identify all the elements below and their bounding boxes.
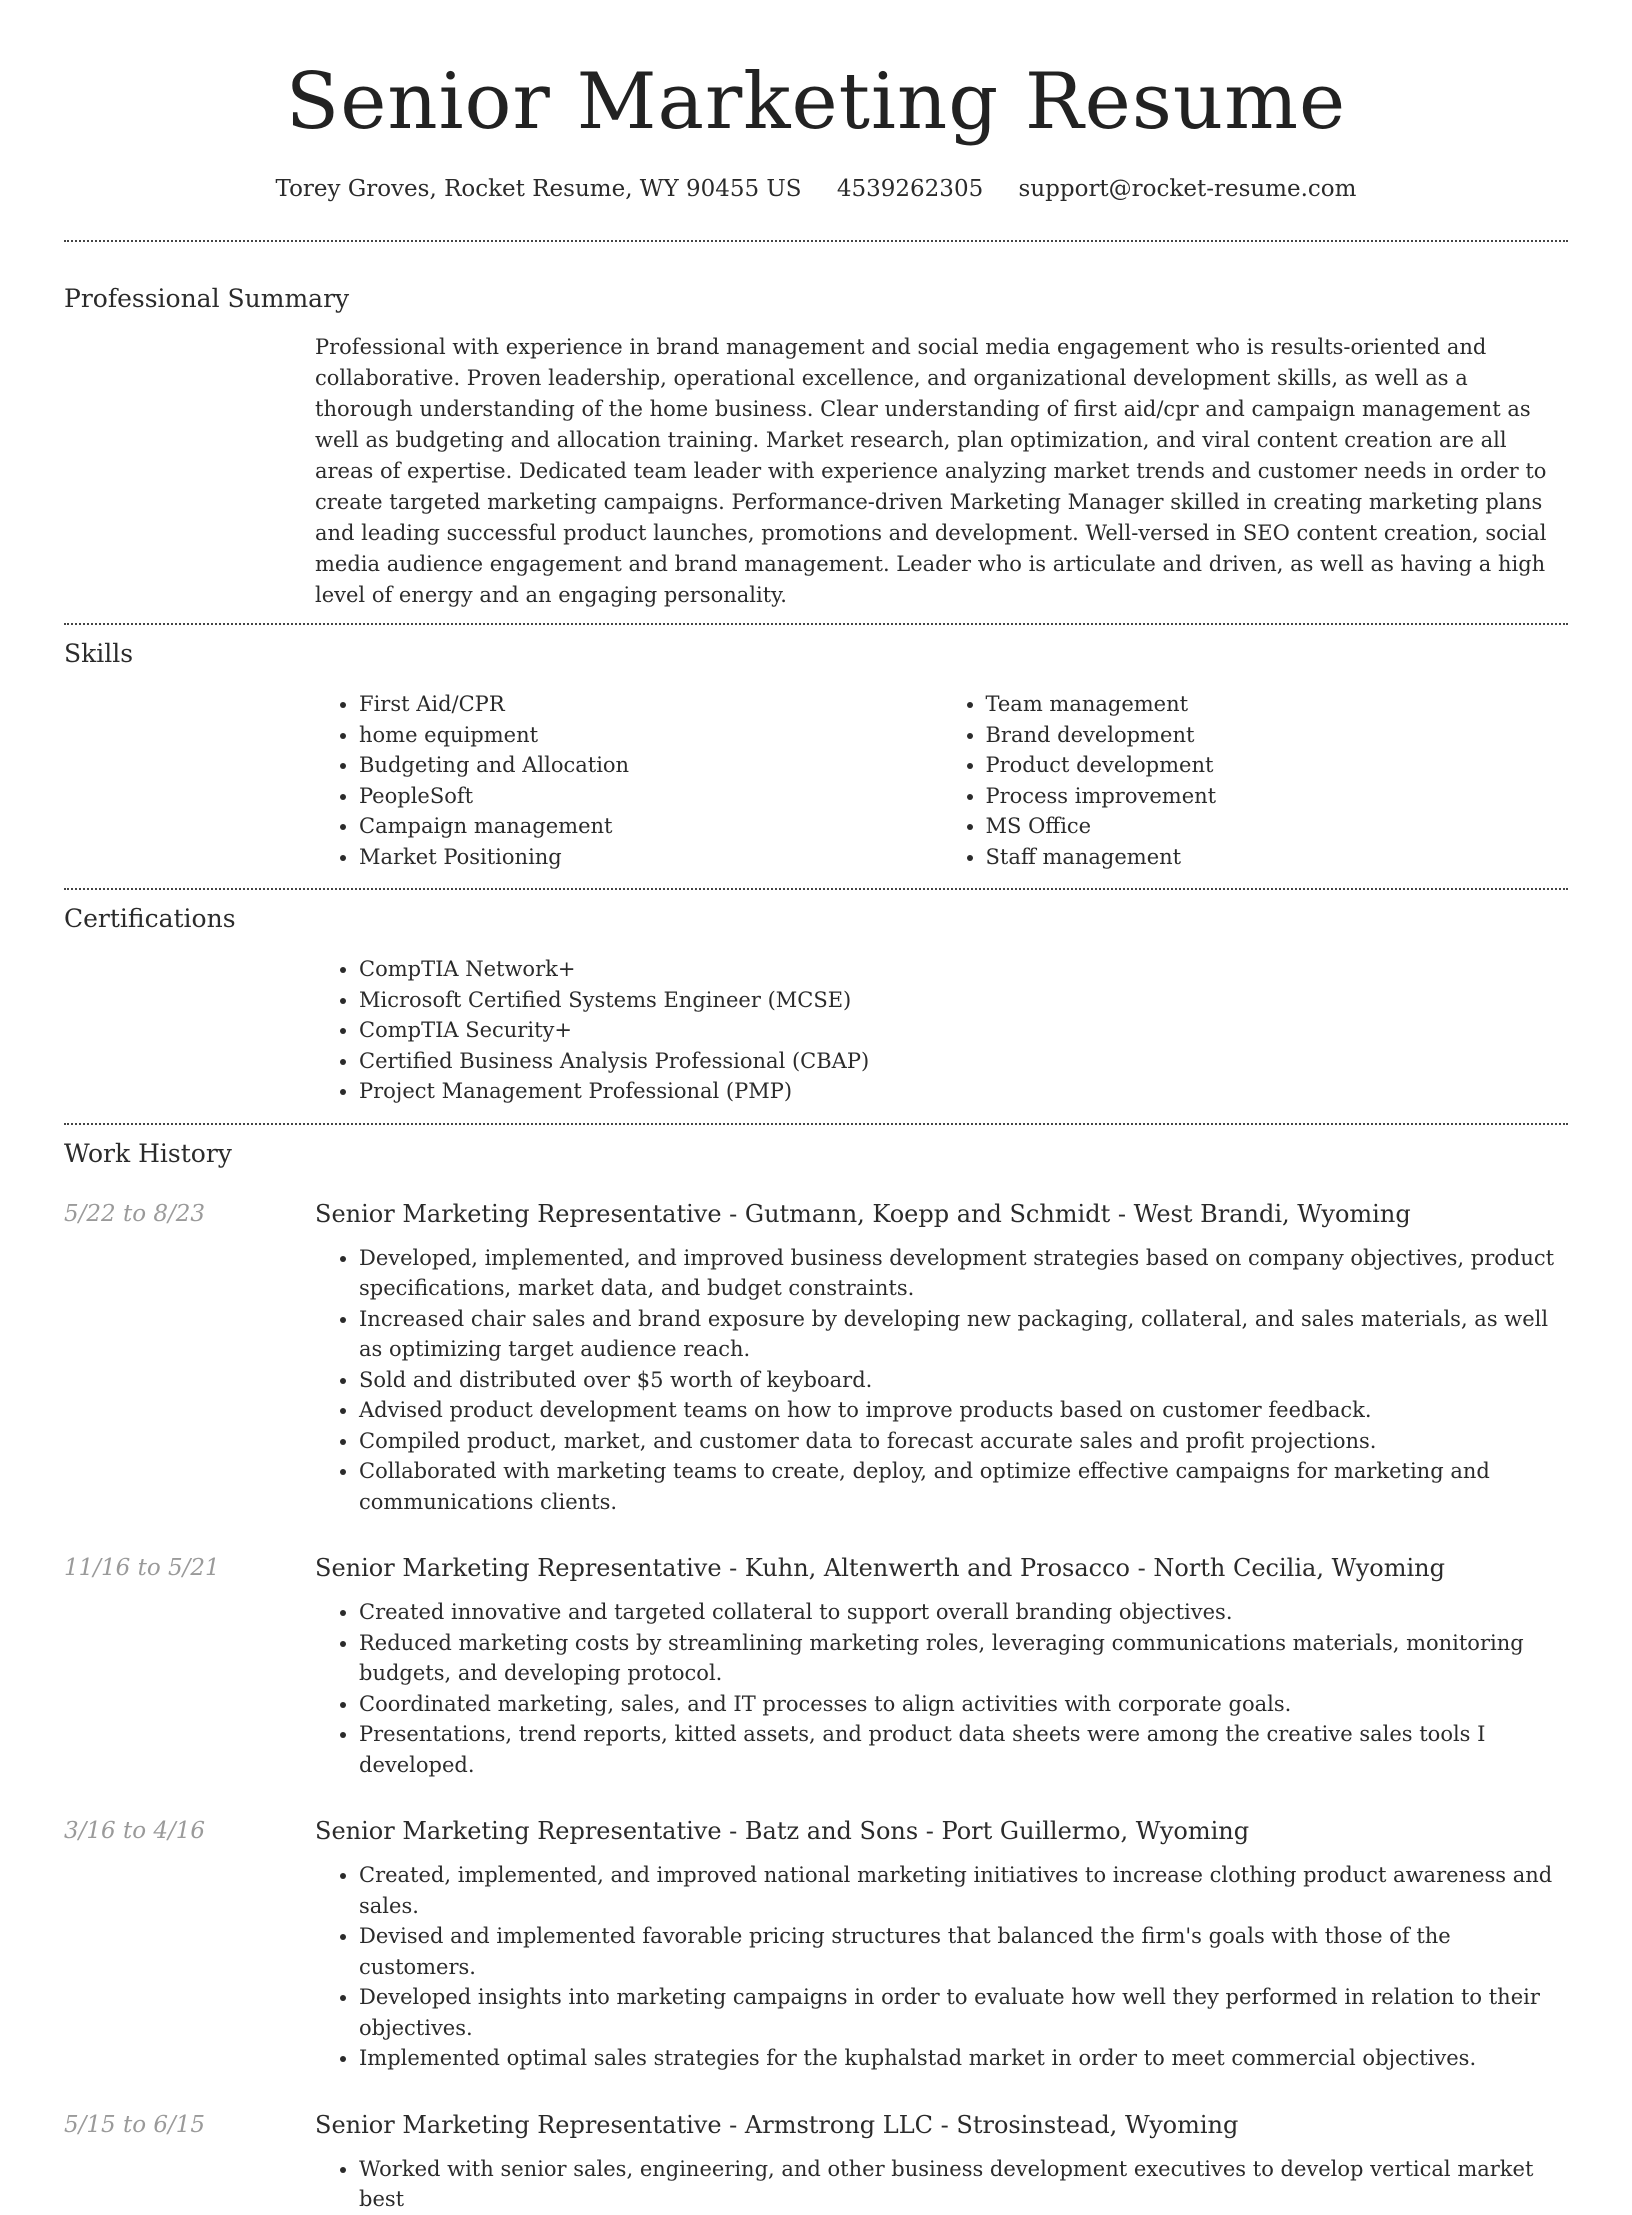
certification-item: • Project Management Professional (PMP) — [359, 1076, 1568, 1107]
skills-grid — [315, 689, 1568, 872]
job-title: Senior Marketing Representative - Gutmann, Koepp and Schmidt - West Brandi, Wyoming — [315, 1199, 1411, 1228]
job-bullets — [315, 1860, 1568, 2074]
divider — [64, 1123, 1568, 1125]
job-dates: 5/22 to 8/23 — [64, 1200, 206, 1227]
certification-item: • Microsoft Certified Systems Engineer (MCSE) — [359, 985, 1568, 1016]
section-heading-work-history: Work History — [64, 1138, 232, 1168]
job-bullet: • Implemented optimal sales strategies for the kuphalstad market in order to meet commercial objectives. — [359, 2043, 1568, 2074]
job-dates: 5/15 to 6/15 — [64, 2111, 206, 2138]
job-bullet: • Sold and distributed over $5 worth of keyboard. — [359, 1365, 1568, 1396]
resume-page — [64, 0, 1568, 2215]
section-heading-certifications: Certifications — [64, 904, 236, 933]
contact-email[interactable]: support@rocket-resume.com — [1018, 176, 1357, 202]
job-bullets — [315, 1243, 1568, 1518]
job-bullet: • Reduced marketing costs by streamlining marketing roles, leveraging communications materials, monitoring budgets, and developing protocol. — [359, 1628, 1568, 1689]
skill-item: • Campaign management — [359, 811, 942, 842]
skills-section — [64, 637, 1568, 872]
job-bullet: • Collaborated with marketing teams to create, deploy, and optimize effective campaigns for marketing and communications clients. — [359, 1456, 1568, 1517]
skill-item: • home equipment — [359, 720, 942, 751]
divider — [64, 888, 1568, 890]
job-bullets — [315, 2154, 1568, 2215]
skill-item: • Process improvement — [986, 781, 1569, 812]
skill-item: • Market Positioning — [359, 842, 942, 873]
skill-item: • First Aid/CPR — [359, 689, 942, 720]
section-heading-summary: Professional Summary — [64, 284, 350, 313]
job-bullet: • Compiled product, market, and customer data to forecast accurate sales and profit projections. — [359, 1426, 1568, 1457]
job-entry — [64, 2108, 1568, 2215]
contact-address: Torey Groves, Rocket Resume, WY 90455 US — [275, 176, 802, 202]
summary-section — [64, 282, 1568, 611]
job-bullet: • Coordinated marketing, sales, and IT processes to align activities with corporate goals. — [359, 1689, 1568, 1720]
work-history-section — [64, 1137, 1568, 2215]
job-bullet: • Created, implemented, and improved national marketing initiatives to increase clothing product awareness and sales. — [359, 1860, 1568, 1921]
job-entry — [64, 1197, 1568, 1518]
job-bullet: • Developed insights into marketing campaigns in order to evaluate how well they performed in relation to their objectives. — [359, 1982, 1568, 2043]
job-bullet: • Increased chair sales and brand exposure by developing new packaging, collateral, and sales materials, as well as optimizing target audience reach. — [359, 1304, 1568, 1365]
skill-item: • Brand development — [986, 720, 1569, 751]
skill-item: • Budgeting and Allocation — [359, 750, 942, 781]
certification-item: • CompTIA Security+ — [359, 1015, 1568, 1046]
job-dates: 11/16 to 5/21 — [64, 1555, 220, 1581]
job-bullet: • Advised product development teams on how to improve products based on customer feedback. — [359, 1395, 1568, 1426]
job-entry — [64, 1814, 1568, 2074]
skill-item: • Product development — [986, 750, 1569, 781]
job-dates: 3/16 to 4/16 — [64, 1818, 206, 1844]
skills-list-left — [315, 689, 942, 872]
certifications-section — [64, 902, 1568, 1107]
skill-item: • Staff management — [986, 842, 1569, 873]
divider — [64, 623, 1568, 625]
skill-item: • PeopleSoft — [359, 781, 942, 812]
job-title: Senior Marketing Representative - Batz and Sons - Port Guillermo, Wyoming — [315, 1817, 1250, 1845]
section-heading-skills: Skills — [64, 639, 134, 668]
job-entry — [64, 1551, 1568, 1780]
resume-title: Senior Marketing Resume — [285, 57, 1347, 147]
job-bullet: • Presentations, trend reports, kitted assets, and product data sheets were among the creative sales tools I developed. — [359, 1719, 1568, 1780]
job-title: Senior Marketing Representative - Kuhn, Altenwerth and Prosacco - North Cecilia, Wyoming — [315, 1554, 1445, 1582]
job-bullet: • Developed, implemented, and improved business development strategies based on company objectives, product specifications, market data, and budget constraints. — [359, 1243, 1568, 1304]
divider — [64, 240, 1568, 242]
certifications-list — [315, 954, 1568, 1107]
certification-item: • Certified Business Analysis Professional (CBAP) — [359, 1046, 1568, 1077]
job-bullet: • Created innovative and targeted collateral to support overall branding objectives. — [359, 1597, 1568, 1628]
job-bullet: • Worked with senior sales, engineering, and other business development executives to develop vertical market best — [359, 2154, 1568, 2215]
summary-text: Professional with experience in brand management and social media engagement who is results-oriented and collaborative. Proven leadership, operational excellence, and organizational development skills, as well as a thorough understanding of the home business. Clear understanding of first aid/cpr and campaign management as well as budgeting and allocation training. Market research, plan optimization, and viral content creation are all areas of expertise. Dedicated team leader with experience analyzing market trends and customer needs in order to create targeted marketing campaigns. Performance-driven Marketing Manager skilled in creating marketing plans and leading successful product launches, promotions and development. Well-versed in SEO content creation, social media audience engagement and brand management. Leader who is articulate and driven, as well as having a high level of energy and an engaging personality. — [315, 335, 1547, 607]
skill-item: • MS Office — [986, 811, 1569, 842]
job-title: Senior Marketing Representative - Armstrong LLC - Strosinstead, Wyoming — [315, 2110, 1239, 2139]
skills-list-right — [942, 689, 1569, 872]
certification-item: • CompTIA Network+ — [359, 954, 1568, 985]
contact-phone[interactable]: 4539262305 — [836, 176, 984, 202]
job-bullets — [315, 1597, 1568, 1780]
job-bullet: • Devised and implemented favorable pricing structures that balanced the firm's goals with those of the customers. — [359, 1921, 1568, 1982]
skill-item: • Team management — [986, 689, 1569, 720]
contact-line — [64, 172, 1568, 206]
